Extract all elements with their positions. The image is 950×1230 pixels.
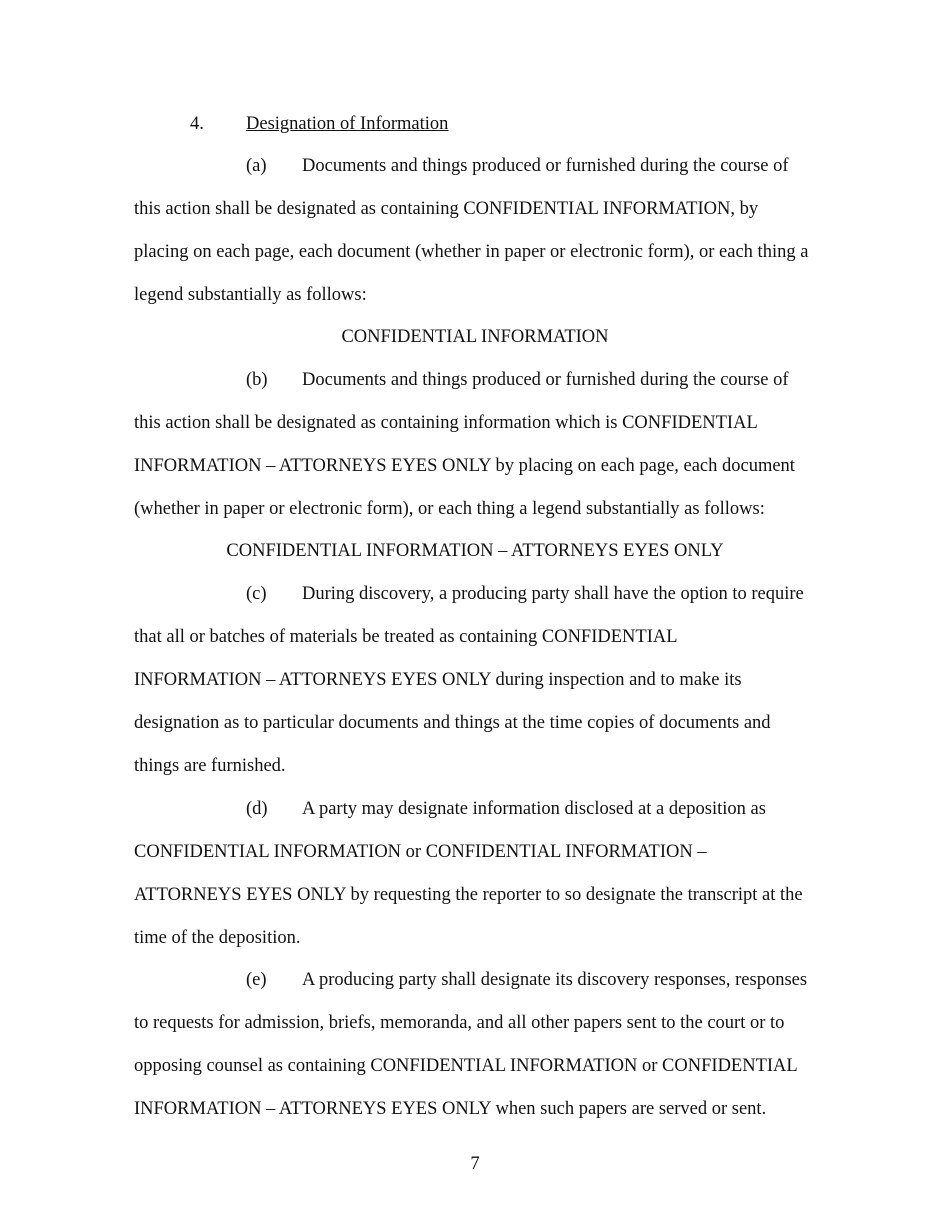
paragraph-c-label: (c): [246, 584, 267, 604]
paragraph-a-line: legend substantially as follows:: [134, 285, 367, 305]
paragraph-d-label: (d): [246, 799, 268, 819]
paragraph-d-line: CONFIDENTIAL INFORMATION or CONFIDENTIAL INFORMATION –: [134, 842, 707, 862]
paragraph-e-line: opposing counsel as containing CONFIDENTIAL INFORMATION or CONFIDENTIAL: [134, 1056, 798, 1076]
paragraph-a-label: (a): [246, 156, 267, 176]
paragraph-c-line: designation as to particular documents and things at the time copies of documents and: [134, 713, 771, 733]
paragraph-b-label: (b): [246, 370, 268, 390]
paragraph-d-line: time of the deposition.: [134, 928, 301, 948]
paragraph-c-line: INFORMATION – ATTORNEYS EYES ONLY during inspection and to make its: [134, 670, 742, 690]
paragraph-b-first-line: Documents and things produced or furnished during the course of: [302, 370, 789, 390]
paragraph-e-label: (e): [246, 970, 267, 990]
paragraph-e-first-line: A producing party shall designate its discovery responses, responses: [302, 970, 808, 990]
paragraph-b-line: this action shall be designated as containing information which is CONFIDENTIAL: [134, 413, 758, 433]
paragraph-d-line: ATTORNEYS EYES ONLY by requesting the reporter to so designate the transcript at the: [134, 885, 803, 905]
paragraph-b-line: INFORMATION – ATTORNEYS EYES ONLY by placing on each page, each document: [134, 456, 795, 476]
paragraph-e-line: to requests for admission, briefs, memoranda, and all other papers sent to the court or to: [134, 1013, 785, 1033]
section-title: Designation of Information: [246, 114, 449, 134]
paragraph-c-line: things are furnished.: [134, 756, 286, 776]
paragraph-a-line: this action shall be designated as containing CONFIDENTIAL INFORMATION, by: [134, 199, 759, 219]
paragraph-a-first-line: Documents and things produced or furnished during the course of: [302, 156, 789, 176]
legend-attorneys-eyes-only: CONFIDENTIAL INFORMATION – ATTORNEYS EYES ONLY: [226, 541, 724, 561]
paragraph-c-first-line: During discovery, a producing party shall have the option to require: [302, 584, 804, 604]
legend-confidential: CONFIDENTIAL INFORMATION: [341, 327, 609, 347]
section-number: 4.: [190, 114, 204, 134]
paragraph-e-line: INFORMATION – ATTORNEYS EYES ONLY when such papers are served or sent.: [134, 1099, 767, 1119]
paragraph-d-first-line: A party may designate information disclosed at a deposition as: [302, 799, 766, 819]
paragraph-c-line: that all or batches of materials be treated as containing CONFIDENTIAL: [134, 627, 678, 647]
page-number: 7: [470, 1154, 480, 1174]
paragraph-a-line: placing on each page, each document (whether in paper or electronic form), or each thing a: [134, 242, 809, 262]
paragraph-b-line: (whether in paper or electronic form), or each thing a legend substantially as follows:: [134, 499, 765, 519]
